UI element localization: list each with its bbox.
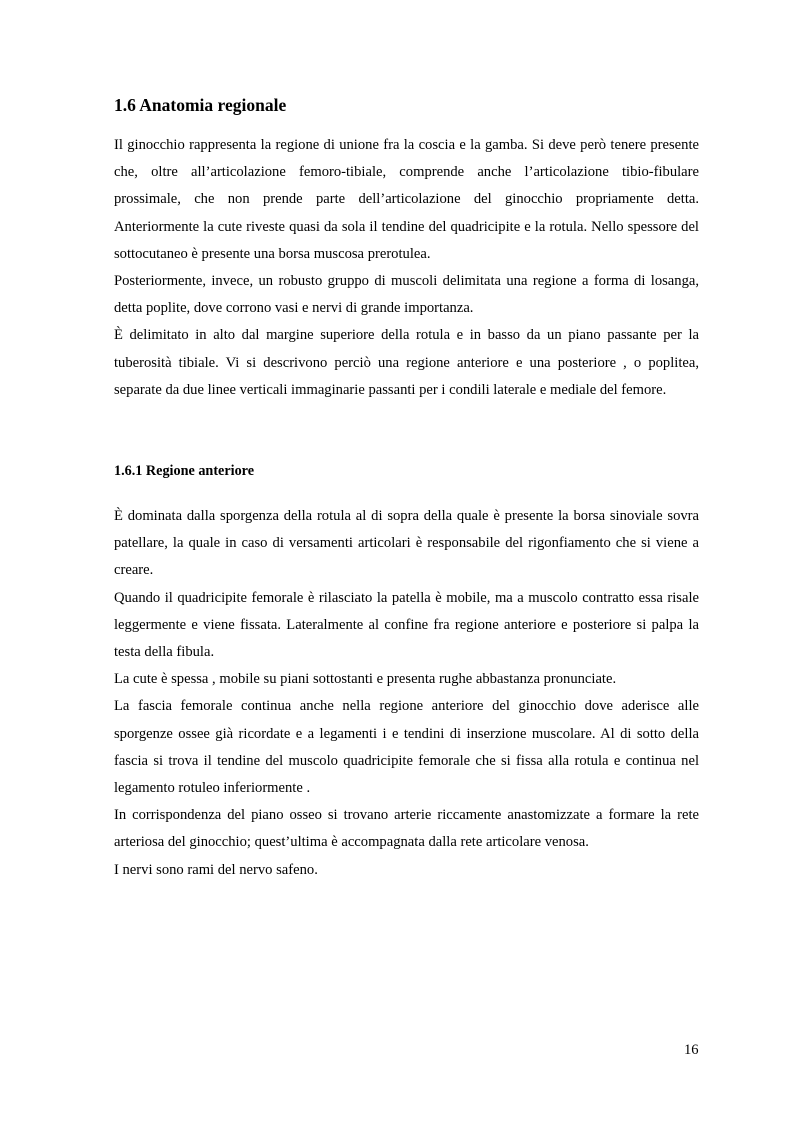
section-paragraph-2: Posteriormente, invece, un robusto gruppo di muscoli delimitata una regione a forma di losanga, detta poplite, dove corrono vasi e nervi di grande importanza. <box>114 273 699 317</box>
section-title: 1.6 Anatomia regionale <box>114 95 287 115</box>
page-content <box>114 92 699 884</box>
subsection-paragraph-3: La cute è spessa , mobile su piani sottostanti e presenta rughe abbastanza pronunciate. <box>114 671 617 688</box>
subsection-paragraph-4: La fascia femorale continua anche nella regione anteriore del ginocchio dove aderisce alle sporgenze ossee già ricordate e a legamenti i e tendini di inserzione muscolare. Al di sotto della fascia si trova il tendine del muscolo quadricipite femorale che si fissa alla rotula e continua nel legamento rotuleo inferiormente . <box>114 698 699 797</box>
subsection-paragraph-1: È dominata dalla sporgenza della rotula al di sopra della quale è presente la borsa sinoviale sovra patellare, la quale in caso di versamenti articolari è responsabile del rigonfiamento che si viene a creare. <box>114 508 699 579</box>
section-spacer <box>114 404 699 458</box>
subsection-paragraph-6: I nervi sono rami del nervo safeno. <box>114 861 318 878</box>
subsection-title: 1.6.1 Regione anteriore <box>114 463 255 480</box>
subsection-spacer <box>114 484 699 503</box>
subsection-paragraph-5: In corrispondenza del piano osseo si trovano arterie riccamente anastomizzate a formare la rete arteriosa del ginocchio; quest’ultima è accompagnata dalla rete articolare venosa. <box>114 807 699 851</box>
page-number: 16 <box>684 1042 699 1058</box>
section-paragraph-1: Il ginocchio rappresenta la regione di unione fra la coscia e la gamba. Si deve però tenere presente che, oltre all’articolazione femoro-tibiale, comprende anche l’articolazione tibio-fibulare prossimale, che non prende parte dell’articolazione del ginocchio propriamente detta. Anteriormente la cute riveste quasi da sola il tendine del quadricipite e la rotula. Nello spessore del sottocutaneo è presente una borsa muscosa prerotulea. <box>114 137 699 262</box>
subsection-paragraph-2: Quando il quadricipite femorale è rilasciato la patella è mobile, ma a muscolo contratto essa risale leggermente e viene fissata. Lateralmente al confine fra regione anteriore e posteriore si palpa la testa della fibula. <box>114 589 699 661</box>
subsection-body <box>114 503 699 884</box>
section-paragraph-3: È delimitato in alto dal margine superiore della rotula e in basso da un piano passante per la tuberosità tibiale. Vi si descrivono perciò una regione anteriore e una posteriore , o poplitea, separate da due linee verticali immaginarie passanti per i condili laterale e mediale del femore. <box>114 327 699 398</box>
section-body <box>114 132 699 404</box>
